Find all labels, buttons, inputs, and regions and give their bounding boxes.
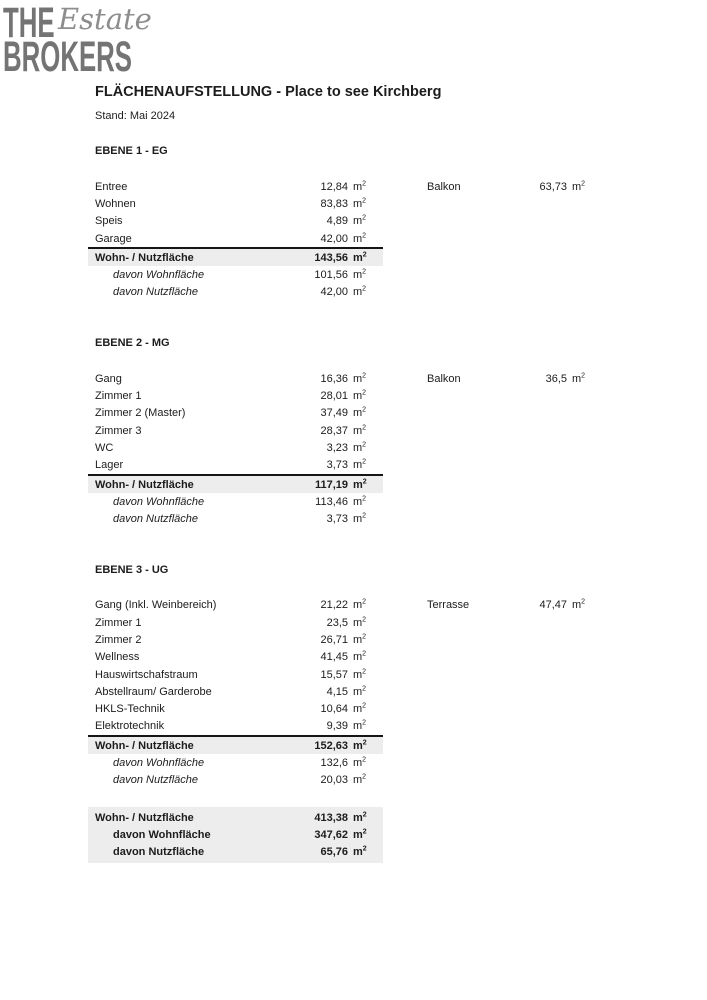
room-label: Zimmer 2 (Master) (95, 407, 186, 420)
outdoor-area-row (427, 178, 587, 195)
room-area-value: 28,37 (320, 424, 348, 437)
table-row (88, 439, 383, 456)
room-label: HKLS-Technik (95, 703, 165, 716)
room-label: Entree (95, 180, 128, 193)
unit-label: $m^2$ (353, 251, 367, 264)
table-row (88, 718, 383, 735)
room-area-value: 42,00 (320, 232, 348, 245)
unit-label: $m^2$ (353, 268, 367, 282)
unit-label: $m^2$ (353, 667, 367, 681)
document-content (88, 85, 598, 863)
room-label: Gang (Inkl. Weinbereich) (95, 599, 217, 612)
table-row (88, 387, 383, 404)
unit-label: $m^2$ (353, 179, 367, 193)
table-row (88, 649, 383, 666)
the-estate-brokers-logo (0, 0, 260, 84)
section-ebene-1-eg (88, 145, 598, 301)
section-ebene-2-mg (88, 337, 598, 528)
unit-label: $m^2$ (353, 372, 367, 385)
room-area-value: 28,01 (320, 390, 348, 403)
unit-label: $m^2$ (353, 214, 367, 228)
table-row (88, 230, 383, 247)
total-label: Wohn- / Nutzfläche (95, 251, 194, 264)
unit-label: $m^2$ (353, 495, 367, 508)
unit-label: $m^2$ (353, 845, 367, 859)
table-row (88, 422, 383, 439)
subtotal-value: 3,73 (326, 513, 348, 526)
unit-label: $m^2$ (353, 702, 367, 716)
unit-label: $m^2$ (353, 512, 367, 526)
room-label: Elektrotechnik (95, 720, 165, 733)
area-table (88, 178, 586, 301)
unit-label: $m^2$ (353, 285, 367, 299)
subtotal-label: davon Nutzfläche (113, 286, 198, 299)
room-label: Zimmer 3 (95, 424, 142, 437)
subtotal-label: davon Wohnfläche (113, 495, 205, 508)
area-table (88, 370, 586, 528)
subtotal-label: davon Wohnfläche (113, 757, 205, 770)
room-label: Wellness (95, 651, 140, 664)
grand-total-row (88, 809, 383, 826)
grand-total-label: davon Wohnfläche (113, 828, 211, 841)
room-label: Wohnen (95, 197, 136, 210)
table-row (88, 195, 383, 212)
unit-label: $m^2$ (353, 811, 367, 824)
table-row (88, 614, 383, 631)
table-row (88, 597, 383, 614)
outdoor-label: Balkon (427, 180, 461, 193)
table-row (88, 370, 383, 387)
room-area-value: 37,49 (320, 407, 348, 420)
grand-total-value: 347,62 (314, 828, 348, 841)
room-label: Abstellraum/ Garderobe (95, 685, 212, 698)
total-row (88, 474, 383, 493)
subtotal-row (88, 510, 383, 527)
room-label: Garage (95, 232, 132, 245)
unit-label: $m^2$ (353, 828, 367, 841)
room-area-value: 10,64 (320, 703, 348, 716)
outdoor-area-row (427, 597, 587, 614)
room-area-value: 41,45 (320, 651, 348, 664)
subtotal-row (88, 284, 383, 301)
subtotal-value: 20,03 (320, 774, 348, 787)
grand-total-value: 413,38 (314, 811, 348, 824)
subtotal-value: 42,00 (320, 286, 348, 299)
room-area-value: 83,83 (320, 197, 348, 210)
total-value: 117,19 (314, 478, 348, 491)
outdoor-value: 63,73 (539, 180, 567, 193)
room-label: Lager (95, 459, 124, 472)
total-value: 143,56 (314, 251, 348, 264)
room-area-value: 15,57 (320, 668, 348, 681)
subtotal-row (88, 772, 383, 789)
unit-label: $m^2$ (572, 372, 586, 385)
unit-label: $m^2$ (353, 406, 367, 420)
room-label: WC (95, 441, 114, 454)
outdoor-label: Balkon (427, 372, 461, 385)
section-ebene-3-ug (88, 564, 598, 789)
table-row (88, 701, 383, 718)
subtotal-value: 113,46 (315, 495, 348, 508)
logo-word-the: THE (3, 0, 55, 47)
section-heading: EBENE 1 - EG (95, 145, 168, 157)
logo-word-brokers: BROKERS (3, 33, 133, 81)
total-value: 152,63 (314, 739, 348, 752)
page-title: FLÄCHENAUFSTELLUNG - Place to see Kirchberg (95, 84, 442, 100)
unit-label: $m^2$ (572, 179, 586, 193)
room-area-value: 23,5 (326, 616, 348, 629)
table-row (88, 683, 383, 700)
section-heading: EBENE 2 - MG (95, 337, 170, 350)
date-stand-label: Stand: Mai 2024 (95, 110, 176, 122)
subtotal-row (88, 493, 383, 510)
grand-total-value: 65,76 (320, 846, 348, 859)
unit-label: $m^2$ (353, 773, 367, 787)
grand-total-label: davon Nutzfläche (113, 846, 205, 859)
table-row (88, 457, 383, 474)
subtotal-label: davon Nutzfläche (113, 513, 198, 526)
room-area-value: 9,39 (326, 720, 348, 733)
unit-label: $m^2$ (353, 739, 367, 752)
room-area-value: 4,89 (326, 215, 348, 228)
total-row (88, 247, 383, 266)
unit-label: $m^2$ (353, 685, 367, 698)
unit-label: $m^2$ (353, 197, 367, 210)
unit-label: $m^2$ (353, 756, 367, 770)
grand-total-block (88, 807, 383, 863)
total-label: Wohn- / Nutzfläche (95, 478, 194, 491)
unit-label: $m^2$ (353, 423, 367, 437)
total-row (88, 735, 383, 754)
unit-label: $m^2$ (353, 598, 367, 612)
grand-total-label: Wohn- / Nutzfläche (95, 811, 194, 824)
grand-total-row (88, 826, 383, 843)
area-table (88, 597, 586, 789)
room-label: Zimmer 1 (95, 616, 142, 629)
unit-label: $m^2$ (353, 719, 367, 733)
room-area-value: 3,23 (326, 441, 348, 454)
outdoor-label: Terrasse (427, 599, 470, 612)
room-label: Speis (95, 215, 123, 228)
unit-label: $m^2$ (572, 598, 586, 612)
room-area-value: 26,71 (320, 633, 348, 646)
room-area-value: 3,73 (326, 459, 348, 472)
section-heading: EBENE 3 - UG (95, 563, 169, 576)
grand-total-row (88, 844, 383, 861)
subtotal-label: davon Nutzfläche (113, 774, 198, 787)
room-area-value: 12,84 (320, 180, 348, 193)
table-row (88, 631, 383, 648)
unit-label: $m^2$ (353, 477, 367, 491)
unit-label: $m^2$ (353, 616, 367, 629)
logo-estate-script: Estate (58, 2, 152, 36)
table-row (88, 178, 383, 195)
unit-label: $m^2$ (353, 441, 367, 454)
subtotal-row (88, 754, 383, 771)
unit-label: $m^2$ (353, 633, 367, 646)
subtotal-label: davon Wohnfläche (113, 269, 205, 282)
table-row (88, 213, 383, 230)
room-area-value: 16,36 (320, 372, 348, 385)
table-row (88, 666, 383, 683)
room-label: Gang (95, 372, 122, 385)
unit-label: $m^2$ (353, 458, 367, 472)
room-label: Zimmer 1 (95, 390, 142, 403)
outdoor-value: 36,5 (545, 372, 567, 385)
outdoor-value: 47,47 (539, 599, 567, 612)
room-area-value: 21,22 (320, 599, 348, 612)
room-label: Zimmer 2 (95, 633, 142, 646)
outdoor-area-row (427, 370, 587, 387)
subtotal-row (88, 266, 383, 283)
total-label: Wohn- / Nutzfläche (95, 739, 194, 752)
subtotal-value: 101,56 (314, 269, 348, 282)
unit-label: $m^2$ (353, 389, 367, 403)
unit-label: $m^2$ (353, 231, 367, 245)
room-label: Hauswirtschafstraum (95, 668, 198, 681)
table-row (88, 405, 383, 422)
room-area-value: 4,15 (326, 685, 348, 698)
subtotal-value: 132,6 (320, 757, 348, 770)
unit-label: $m^2$ (353, 650, 367, 664)
